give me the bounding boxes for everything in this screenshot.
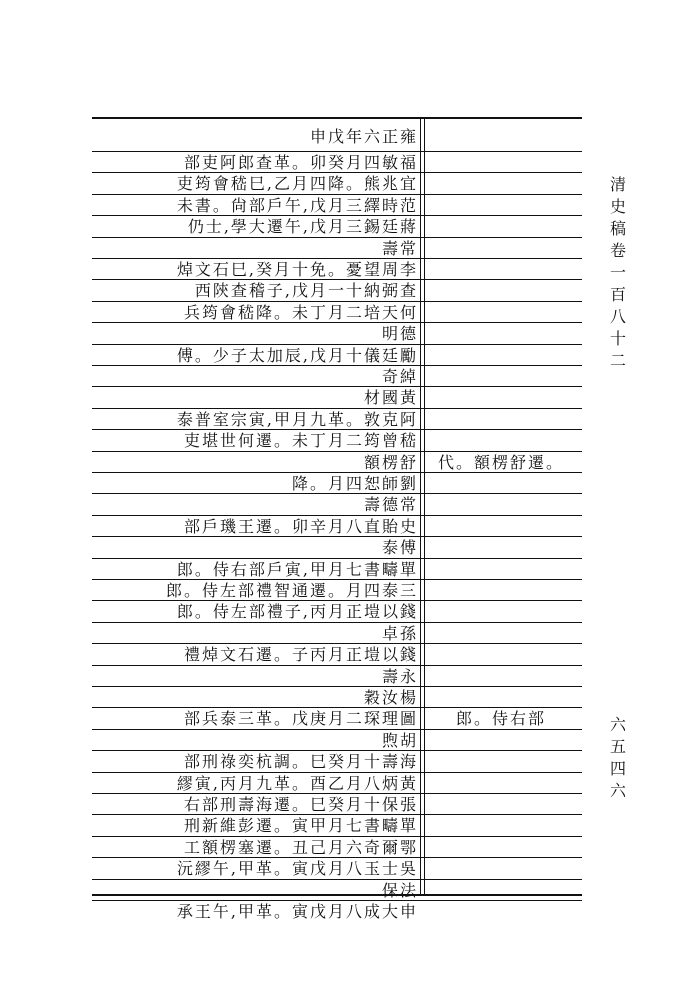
top-rule	[92, 117, 582, 119]
table-row-right	[430, 387, 572, 408]
row-rule	[92, 279, 582, 280]
table-row-left: 郎。侍左部禮子,丙月正塏以錢	[176, 602, 418, 622]
row-rule	[92, 515, 582, 516]
table-row-left: 壽常	[381, 238, 418, 258]
row-rule	[92, 836, 582, 837]
table-row-left: 吏筠會嵇巳,乙月四降。熊兆宜	[176, 174, 418, 194]
table-row-left: 焯文石巳,癸月十免。憂望周李	[176, 260, 418, 279]
row-rule	[92, 665, 582, 666]
page-number: 六五四六	[609, 715, 626, 800]
table-row-left: 未書。尙部戶午,戊月三繹時范	[176, 195, 418, 215]
row-rule	[92, 814, 582, 815]
table-row-right	[430, 580, 572, 601]
row-rule	[92, 686, 582, 687]
column-divider-double	[424, 118, 425, 894]
table-row-right	[430, 216, 572, 237]
table-row-right	[430, 238, 572, 259]
table-row-left: 郎。侍右部戶寅,甲月七書疇單	[176, 559, 418, 579]
row-rule	[92, 579, 582, 580]
table-row-left: 明德	[381, 324, 418, 344]
table-row-right: 代。額楞舒遷。	[437, 452, 564, 472]
table-row-right	[430, 430, 572, 451]
table-row-left: 保法	[381, 880, 418, 900]
table-row-right	[430, 259, 572, 280]
row-rule	[92, 451, 582, 452]
table-row-right	[430, 687, 572, 708]
table-row-left: 傅。少子太加辰,戊月十儀廷勵	[176, 345, 418, 365]
row-rule	[92, 729, 582, 730]
table-row-left: 禮焯文石遷。子丙月正塏以錢	[183, 645, 418, 665]
table-row-right	[430, 537, 572, 558]
table-row-left: 部戶璣王遷。卯辛月八直貽史	[183, 516, 418, 536]
row-rule	[92, 750, 582, 751]
table-row-right	[430, 409, 572, 430]
table-row-right	[430, 901, 572, 922]
row-rule	[92, 879, 582, 880]
table-row-left: 部吏阿郎查革。卯癸月四敏福	[183, 153, 418, 172]
table-row-left: 繆寅,丙月九革。酉乙月八炳黃	[176, 773, 418, 793]
table-row-right	[430, 794, 572, 815]
table-row-right	[430, 195, 572, 216]
table-row-right	[430, 666, 572, 687]
book-title: 清史稿卷一百八十二	[609, 175, 626, 370]
column-divider	[420, 118, 421, 894]
table-row-left: 穀汝楊	[363, 688, 418, 707]
row-rule	[92, 493, 582, 494]
table-row-right	[430, 173, 572, 194]
table-row-right	[430, 345, 572, 366]
table-row-left: 吏堪世何遷。未丁月二筠曾嵇	[183, 431, 418, 451]
row-rule	[92, 429, 582, 430]
row-rule	[92, 258, 582, 259]
table-row-right	[430, 880, 572, 901]
row-rule	[92, 301, 582, 302]
table-row-right	[430, 837, 572, 858]
table-row-left: 工額楞塞遷。丑己月六奇爾鄂	[183, 837, 418, 857]
table-row-right	[430, 773, 572, 794]
row-rule	[92, 215, 582, 216]
row-rule	[92, 900, 582, 901]
table-row-left: 卓孫	[381, 623, 418, 643]
row-rule	[92, 194, 582, 195]
table-row-right	[430, 473, 572, 494]
table-row-left: 仍士,學大遷午,戊月三錫廷蔣	[187, 217, 418, 237]
table-row-right	[430, 516, 572, 537]
table-row-left: 額楞舒	[363, 452, 418, 472]
row-rule	[92, 558, 582, 559]
row-rule	[92, 151, 582, 152]
table-row-left: 奇綽	[381, 367, 418, 386]
table-row-left: 刑新維彭遷。寅甲月七書疇單	[183, 816, 418, 836]
table-row-left: 部刑祿奕杭調。巳癸月十壽海	[183, 752, 418, 772]
table-row-right	[430, 559, 572, 580]
row-rule	[92, 344, 582, 345]
table-row-right	[430, 366, 572, 387]
table-row-left: 沅繆午,甲革。寅戊月八玉士吳	[176, 859, 418, 879]
row-rule	[92, 793, 582, 794]
table-row-left: 壽永	[381, 666, 418, 686]
table-row-right	[430, 323, 572, 344]
row-rule	[92, 772, 582, 773]
table-row-right	[430, 644, 572, 665]
table-title-row: 申戊年六正雍	[309, 127, 418, 146]
row-rule	[92, 643, 582, 644]
table-row-left: 材國黃	[363, 388, 418, 408]
table-row-right	[430, 815, 572, 836]
table-row-left: 部兵泰三革。戊庚月二琛理圖	[183, 709, 418, 729]
table-row-right	[430, 858, 572, 879]
table-row-left: 煦胡	[381, 730, 418, 750]
table-row-left: 右部刑壽海遷。巳癸月十保張	[183, 795, 418, 814]
row-rule	[92, 365, 582, 366]
row-rule	[92, 707, 582, 708]
table-row-right	[430, 623, 572, 644]
table-row-left: 兵筠會嵇降。未丁月二培天何	[183, 302, 418, 322]
table-row-left: 降。月四恕師劉	[291, 474, 418, 493]
table-row-left: 西陝查稽子,戊月一十納弼查	[194, 281, 418, 301]
table-row-right	[430, 751, 572, 772]
table-row-right	[430, 494, 572, 515]
table-row-right	[430, 280, 572, 301]
table-row-right	[430, 152, 572, 173]
row-rule	[92, 408, 582, 409]
table-row-left: 承王午,甲革。寅戊月八成大申	[176, 902, 418, 921]
row-rule	[92, 857, 582, 858]
row-rule	[92, 622, 582, 623]
table-row-left: 泰普室宗寅,甲月九革。敦克阿	[176, 409, 418, 429]
table-row-right: 郎。侍右部	[455, 709, 546, 729]
table-row-left: 壽德常	[363, 495, 418, 515]
row-rule	[92, 536, 582, 537]
table-row-right	[430, 302, 572, 323]
row-rule	[92, 237, 582, 238]
row-rule	[92, 386, 582, 387]
row-rule	[92, 472, 582, 473]
table-row-right	[430, 730, 572, 751]
row-rule	[92, 172, 582, 173]
table-row-left: 郎。侍左部禮智通遷。月四泰三	[165, 581, 418, 600]
table-row-right	[430, 601, 572, 622]
row-rule	[92, 322, 582, 323]
table-row-left: 泰傅	[381, 538, 418, 558]
row-rule	[92, 600, 582, 601]
